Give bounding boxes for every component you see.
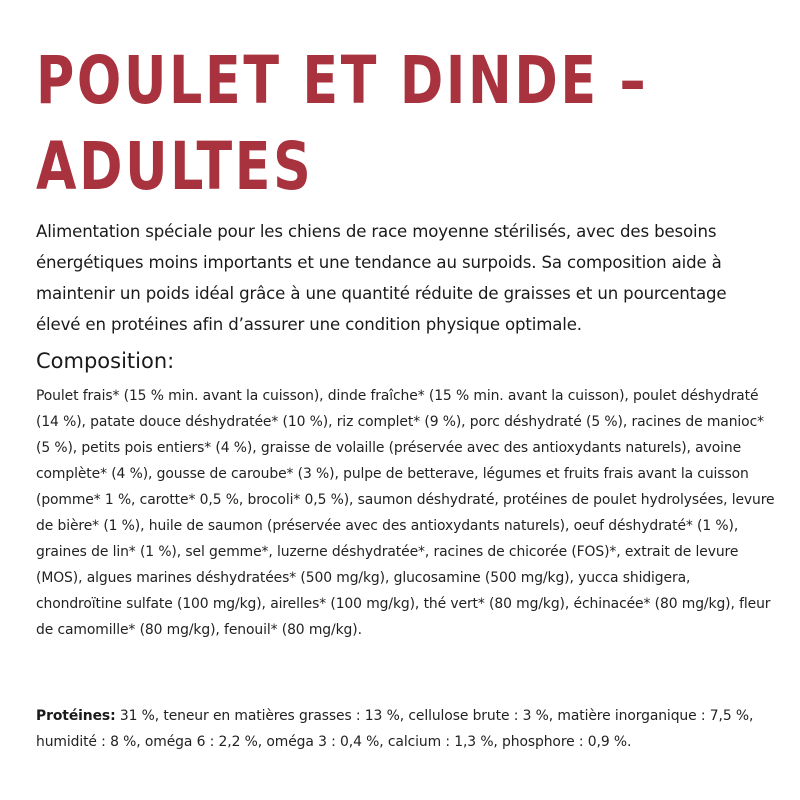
analysis-label: Protéines: bbox=[36, 708, 116, 724]
composition-text: Poulet frais* (15 % min. avant la cuisson), dinde fraîche* (15 % min. avant la cuisson), poulet déshydraté (14 %), patate douce déshydratée* (10 %), riz complet* (9 %), porc déshydraté (5 %), racines de manioc* (5 %), petits pois entiers* (4 %), graisse de volaille (préservée avec des antioxydants naturels), avoine complète* (4 %), gousse de caroube* (3 %), pulpe de betterave, légumes et fruits frais avant la cuisson (pomme* 1 %, carotte* 0,5 %, brocoli* 0,5 %), saumon déshydraté, protéines de poulet hydrolysées, levure de bière* (1 %), huile de saumon (préservée avec des antioxydants naturels), oeuf déshydraté* (1 %), graines de lin* (1 %), sel gemme*, luzerne déshydratée*, racines de chicorée (FOS)*, extrait de levure (MOS), algues marines déshydratées* (500 mg/kg), glucosamine (500 mg/kg), yucca shidigera, chondroïtine sulfate (100 mg/kg), airelles* (100 mg/kg), thé vert* (80 mg/kg), échinacée* (80 mg/kg), fleur de camomille* (80 mg/kg), fenouil* (80 mg/kg). bbox=[36, 388, 775, 638]
product-description: Alimentation spéciale pour les chiens de race moyenne stérilisés, avec des besoins énergétiques moins importants et une tendance au surpoids. Sa composition aide à maintenir un poids idéal grâce à une quantité réduite de graisses et un pourcentage élevé en protéines afin d’assurer une condition physique optimale. bbox=[36, 222, 727, 334]
analysis-text: 31 %, teneur en matières grasses : 13 %, cellulose brute : 3 %, matière inorganique : 7,5 %, humidité : 8 %, oméga 6 : 2,2 %, oméga 3 : 0,4 %, calcium : 1,3 %, phosphore : 0,9 %. bbox=[36, 708, 754, 750]
analytical-constituents bbox=[36, 703, 776, 755]
composition-heading: Composition: bbox=[36, 349, 175, 373]
product-page bbox=[36, 38, 776, 750]
product-title: POULET ET DINDE – ADULTES bbox=[36, 42, 649, 205]
